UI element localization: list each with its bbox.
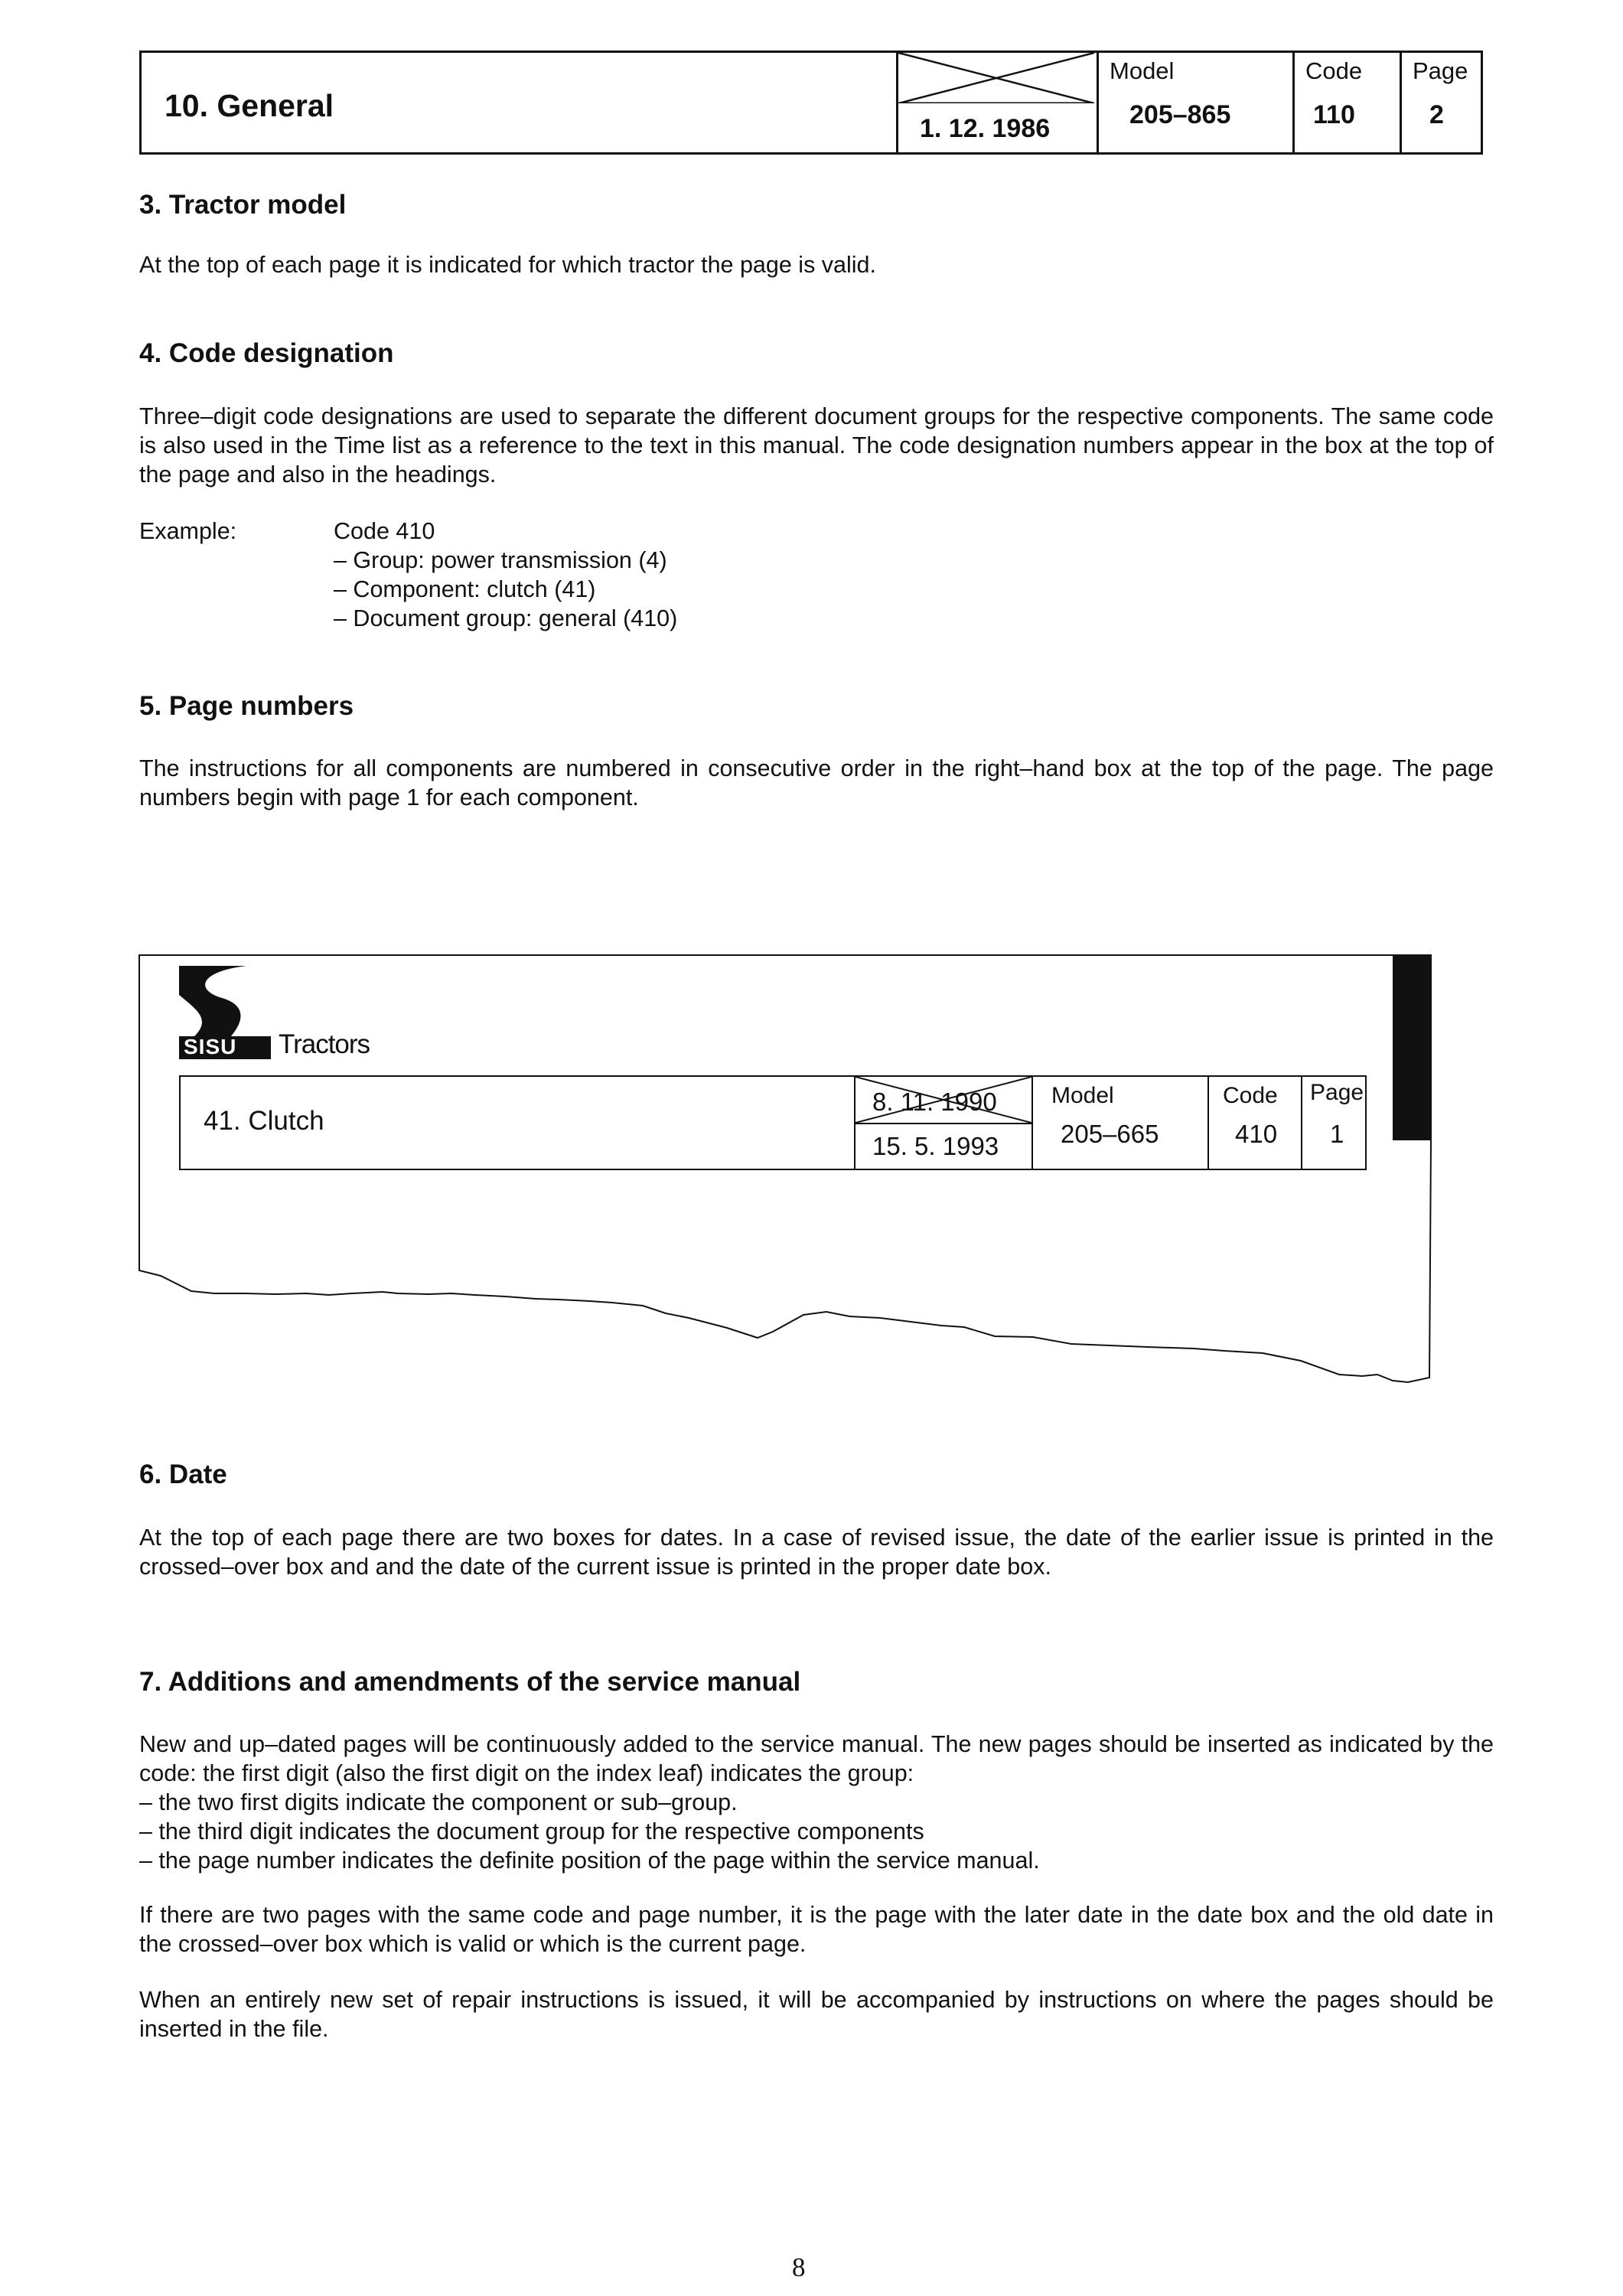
sample-date-cell xyxy=(854,1077,1031,1169)
example-label: Example: xyxy=(139,518,237,544)
sample-title: 41. Clutch xyxy=(204,1106,324,1136)
sample-code-value: 410 xyxy=(1235,1120,1278,1148)
page-number: 8 xyxy=(792,2252,806,2282)
issue-date: 1. 12. 1986 xyxy=(920,114,1051,143)
section-heading-additions: 7. Additions and amendments of the service manual xyxy=(139,1667,801,1697)
sample-model-value: 205–665 xyxy=(1061,1120,1159,1148)
tractor-model-text: At the top of each page it is indicated for which tractor the page is valid. xyxy=(139,252,876,278)
section-heading-page-numbers: 5. Page numbers xyxy=(139,691,354,721)
sample-current-date: 15. 5. 1993 xyxy=(872,1132,999,1160)
sample-page-cell xyxy=(1301,1077,1368,1169)
sample-page-value: 1 xyxy=(1330,1120,1344,1148)
sample-model-cell xyxy=(1031,1077,1207,1169)
section-heading-date: 6. Date xyxy=(139,1459,227,1489)
logo-text: Tractors xyxy=(279,1029,370,1059)
sample-page-header xyxy=(179,1075,1367,1170)
additions-bullet: – the page number indicates the definite position of the page within the service manual. xyxy=(139,1848,1040,1874)
model-value: 205–865 xyxy=(1129,100,1231,129)
sample-model-label: Model xyxy=(1051,1083,1114,1108)
section-heading-code-designation: 4. Code designation xyxy=(139,338,394,368)
code-value: 110 xyxy=(1313,100,1355,129)
code-label: Code xyxy=(1305,57,1363,84)
example-line: – Component: clutch (41) xyxy=(334,576,596,602)
example-line: – Document group: general (410) xyxy=(334,605,678,631)
example-line: Code 410 xyxy=(334,518,435,544)
model-label: Model xyxy=(1110,57,1175,84)
logo-word: SISU xyxy=(184,1035,237,1058)
section-heading-tractor-model: 3. Tractor model xyxy=(139,190,347,220)
sample-page-label: Page xyxy=(1310,1080,1364,1105)
page-numbers-text: The instructions for all components are numbered in consecutive order in the right–hand box at the top of the page. The page numbers begin with page 1 for each component. xyxy=(139,755,1494,810)
sample-code-label: Code xyxy=(1223,1083,1278,1108)
code-designation-text: Three–digit code designations are used to separate the different document groups for the respective components. The same code is also used in the Time list as a reference to the text in this manual. The code designation numbers appear in the box at the top of the page and also in the headings. xyxy=(139,403,1494,488)
page-label: Page xyxy=(1413,57,1468,84)
additions-text: New and up–dated pages will be continuously added to the service manual. The new pages should be inserted as indicated by the code: the first digit (also the first digit on the index leaf) indicates the group: xyxy=(139,1731,1494,1786)
additions-bullet: – the two first digits indicate the component or sub–group. xyxy=(139,1789,738,1815)
additions-para-3: When an entirely new set of repair instructions is issued, it will be accompanied by instructions on where the pages should be inserted in the file. xyxy=(139,1987,1494,2042)
sample-code-cell xyxy=(1207,1077,1301,1169)
chapter-title: 10. General xyxy=(165,88,334,123)
example-line: – Group: power transmission (4) xyxy=(334,547,667,573)
additions-bullet: – the third digit indicates the document group for the respective components xyxy=(139,1818,924,1844)
date-text: At the top of each page there are two boxes for dates. In a case of revised issue, the date of the earlier issue is printed in the crossed–over box and and the date of the current issue is printed in the proper date box. xyxy=(139,1525,1494,1580)
additions-para-2: If there are two pages with the same code and page number, it is the page with the later date in the date box and the old date in the crossed–over box which is valid or which is the current page. xyxy=(139,1902,1494,1957)
page-value: 2 xyxy=(1429,100,1444,129)
sample-old-date: 8. 11. 1990 xyxy=(872,1088,997,1116)
